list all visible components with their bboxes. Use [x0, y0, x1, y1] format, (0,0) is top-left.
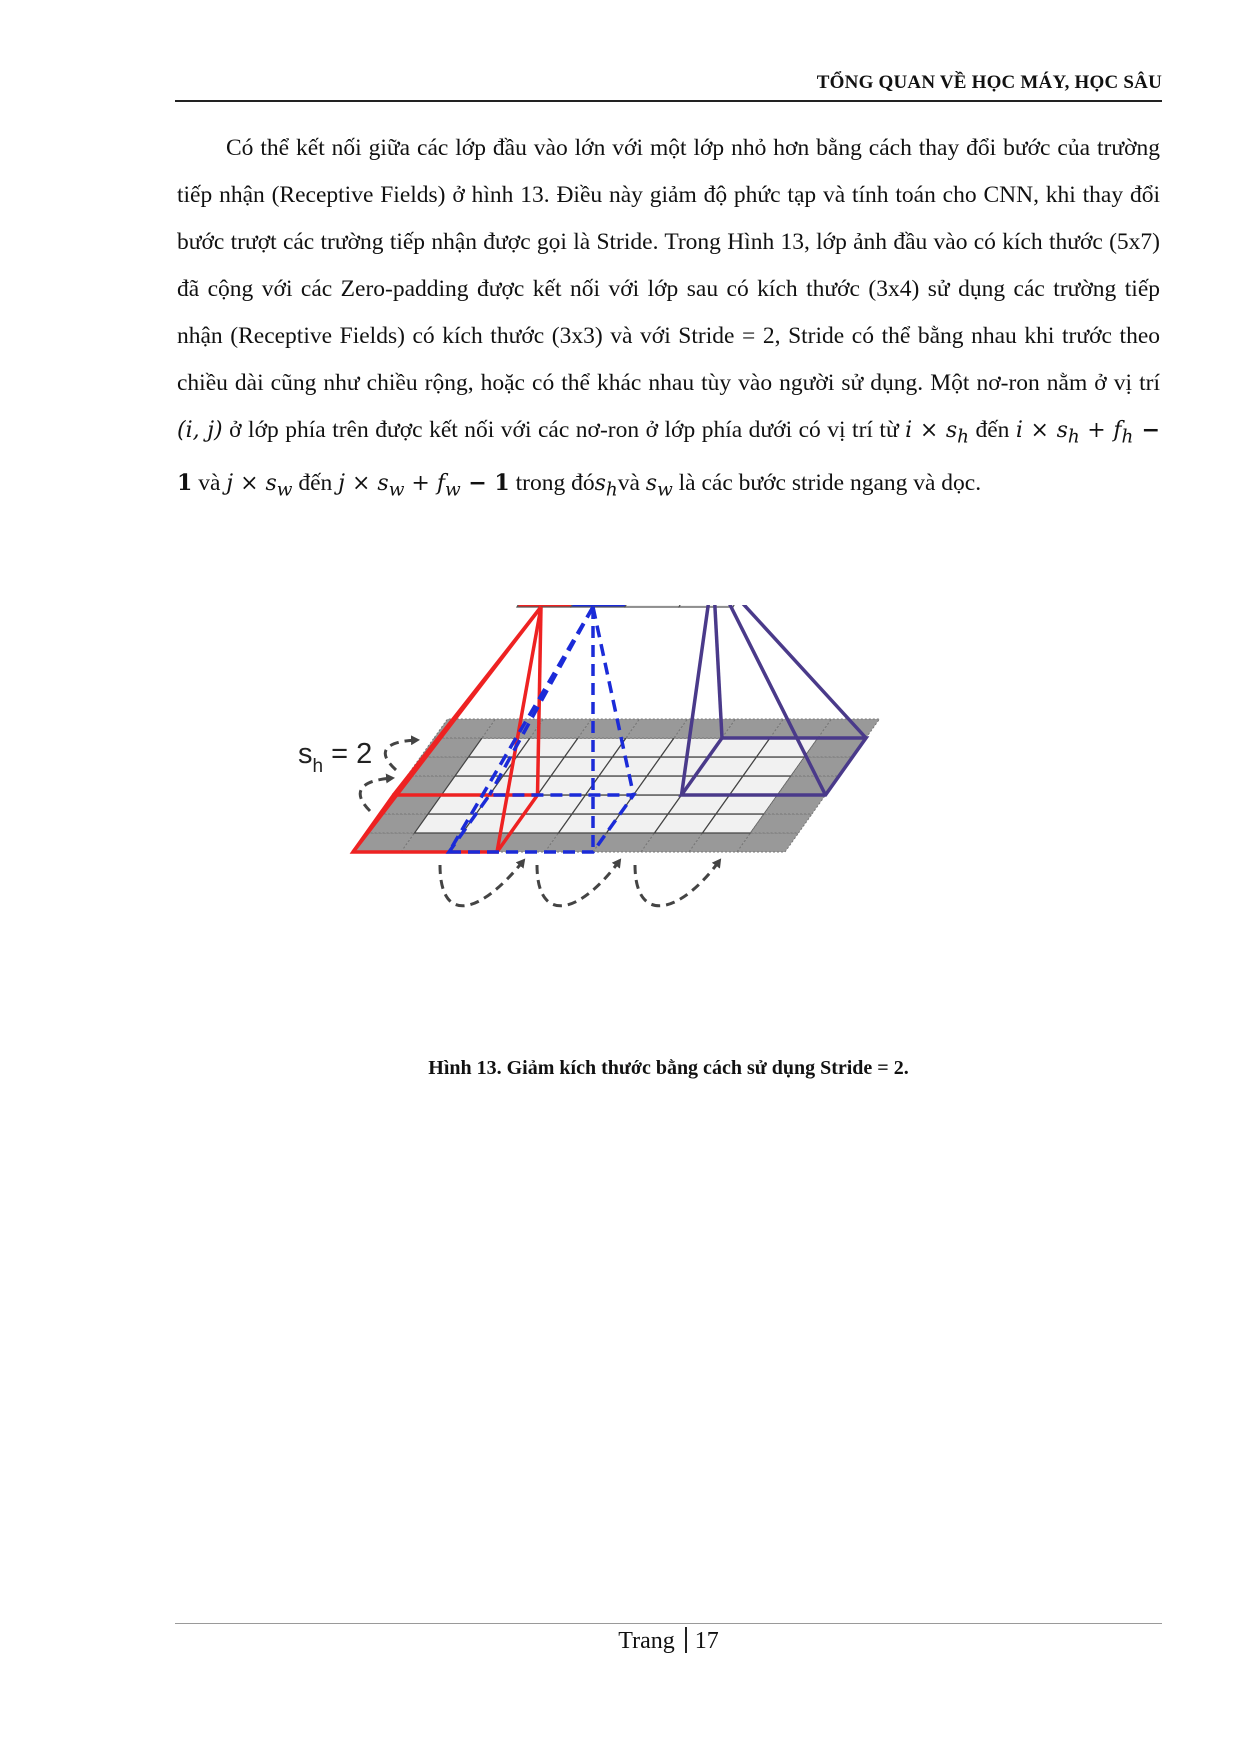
footer-separator [685, 1627, 687, 1653]
page-number: 17 [694, 1628, 719, 1654]
paragraph-text: Có thể kết nối giữa các lớp đầu vào lớn với một lớp nhỏ hơn bằng cách thay đổi bước của trường tiếp nhận (Receptive Fields) ở hình 13. Điều này giảm độ phức tạp và tính toán cho CNN, khi thay đổi bước trượt các trường tiếp nhận được gọi là Stride. Trong Hình 13, lớp ảnh đầu vào có kích thước (5x7) đã cộng với các Zero-padding được kết nối với lớp sau có kích thước (3x4) sử dụng các trường tiếp nhận (Receptive Fields) có kích thước (3x3) và với Stride = 2, Stride có thể bằng nhau khi trước theo chiều dài cũng như chiều rộng, hoặc có thể khác nhau tùy vào người sử dụng. Một nơ-ron nằm ở vị trí [177, 135, 1160, 396]
horizontal-stride-arrow [537, 860, 620, 906]
output-layer-grid [517, 605, 762, 607]
page-footer [175, 1627, 1162, 1655]
paragraph-text: đến [968, 417, 1016, 443]
math-sw: $s_w$ [645, 471, 673, 501]
page-label: Trang [618, 1628, 675, 1654]
output-cell [679, 605, 743, 607]
paragraph-text: và [192, 470, 227, 497]
horizontal-stride-arrow [635, 860, 720, 906]
vertical-stride-arrow [385, 740, 418, 770]
paragraph-text: trong đó [509, 470, 595, 497]
math-sh: $s_h$ [594, 471, 618, 501]
footer-rule [175, 1623, 1162, 1624]
math-col-start: $j \times s_w$ [226, 471, 293, 501]
math-position-ij: (i, j) [177, 418, 223, 443]
paragraph-text: ở lớp phía trên được kết nối với các nơ-ron ở lớp phía dưới có vị trí từ [222, 417, 906, 443]
stride-diagram [290, 605, 1010, 1025]
math-col-end: $j \times s_w + f_w - 1$ [338, 470, 510, 501]
header-rule [175, 100, 1162, 102]
math-row-start: $i \times s_h$ [905, 418, 969, 448]
paragraph-text: đến [292, 470, 339, 497]
math-row-end: $i \times s_h + f_h - 1$ [177, 417, 1161, 497]
stride-label: $s_h = 2$ [298, 738, 373, 777]
purple-connector [713, 605, 866, 738]
purple-connector [713, 605, 722, 738]
body-paragraph [177, 125, 1160, 514]
figure-caption: Hình 13. Giảm kích thước bằng cách sử dụng Stride = 2. [428, 1057, 909, 1079]
paragraph-text: là các bước stride ngang và dọc. [672, 470, 982, 497]
running-header: TỔNG QUAN VỀ HỌC MÁY, HỌC SÂU [816, 72, 1162, 93]
paragraph-text: và [617, 470, 646, 497]
horizontal-stride-arrow [440, 860, 524, 906]
stride-figure [290, 605, 1010, 1025]
